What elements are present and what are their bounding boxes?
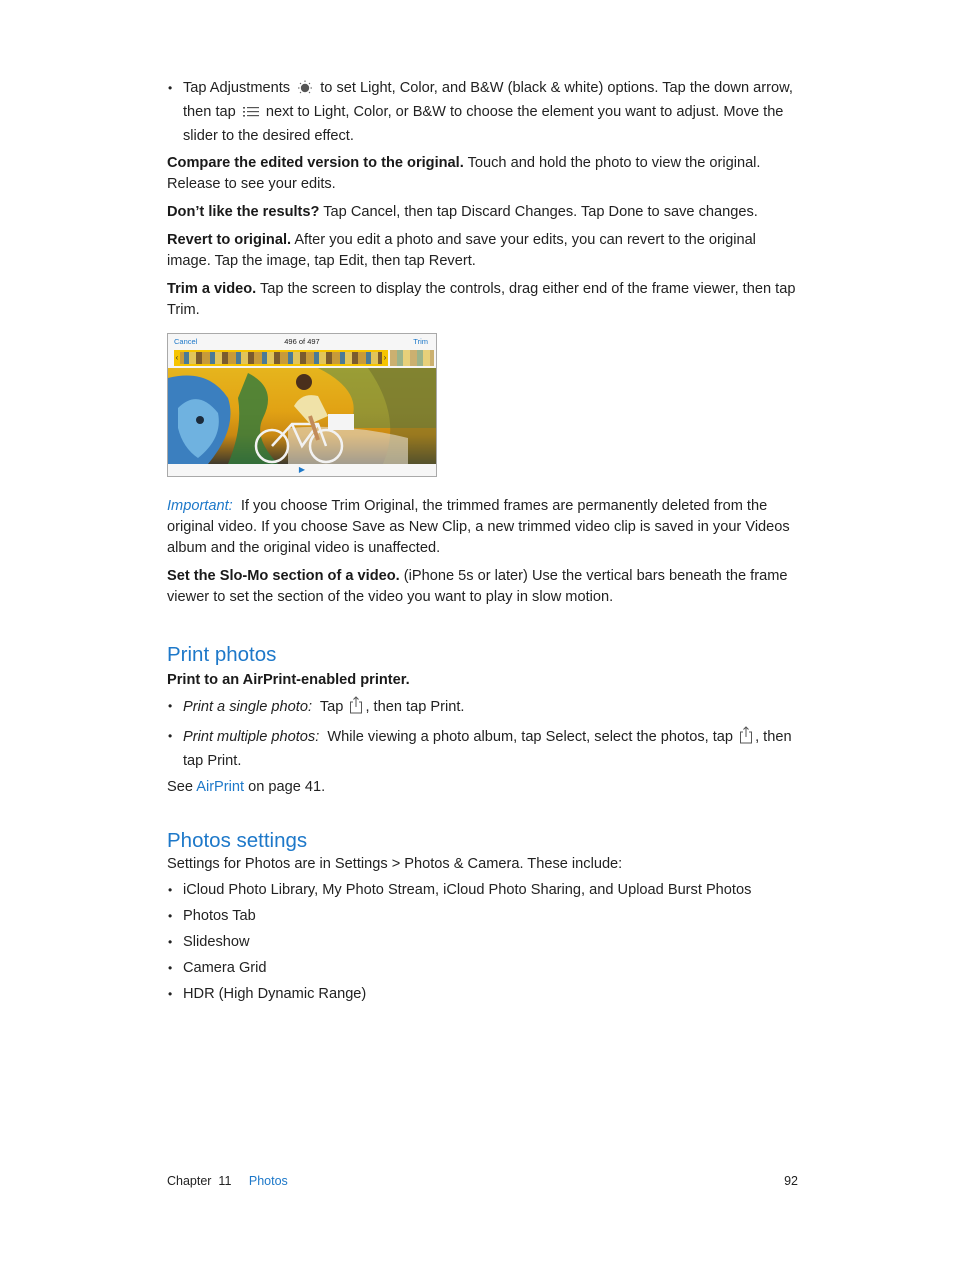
important-paragraph: Important: If you choose Trim Original, the trimmed frames are permanently deleted from the original video. If you choose Save as New Clip, a new trimmed video clip is saved in your Videos album and the original video is unaffected.: [167, 498, 790, 556]
cancel-button[interactable]: Cancel: [174, 337, 198, 346]
play-icon[interactable]: ▶: [298, 465, 306, 474]
settings-item: • iCloud Photo Library, My Photo Stream, iCloud Photo Sharing, and Upload Burst Photos: [167, 880, 797, 901]
compare-paragraph: Compare the edited version to the original. Touch and hold the photo to view the original. Release to see your edits.: [167, 155, 761, 192]
page-number: 92: [784, 1174, 798, 1188]
photos-settings-heading: Photos settings: [167, 829, 308, 852]
print-subhead: Print to an AirPrint-enabled printer.: [167, 672, 410, 688]
lower-content: [167, 496, 797, 1010]
adjust-text-2: to set Light, Color, and B&W (black & white) options. Tap the down arrow, then tap: [183, 80, 793, 120]
see-airprint: See AirPrint on page 41.: [167, 779, 326, 795]
settings-item: • Camera Grid: [167, 958, 797, 979]
airprint-link[interactable]: AirPrint: [196, 779, 245, 795]
share-icon: [739, 726, 753, 751]
trim-toolbar: [168, 334, 436, 350]
settings-item: • Photos Tab: [167, 906, 797, 927]
video-trim-figure: [167, 333, 437, 477]
settings-item: • Slideshow: [167, 932, 797, 953]
revert-paragraph: Revert to original. After you edit a photo and save your edits, you can revert to the original image. Tap the image, tap Edit, then tap Revert.: [167, 232, 756, 269]
print-photos-heading: Print photos: [167, 643, 277, 666]
footer-chapter: Chapter 11: [167, 1174, 232, 1188]
print-single-bullet: • Print a single photo: Tap , then tap Print.: [167, 696, 797, 721]
slomo-paragraph: Set the Slo-Mo section of a video. (iPhone 5s or later) Use the vertical bars beneath the frame viewer to set the section of the video you want to play in slow motion.: [167, 568, 788, 605]
right-trim-handle[interactable]: ›: [382, 350, 388, 366]
print-multiple-bullet: • Print multiple photos: While viewing a photo album, tap Select, select the photos, tap , then tap Print.: [167, 726, 797, 772]
adjust-text-3: next to Light, Color, or B&W to choose the element you want to adjust. Move the slider to the desired effect.: [183, 104, 784, 144]
adjustments-icon: [296, 79, 314, 102]
share-icon: [349, 696, 363, 721]
settings-item: • HDR (High Dynamic Range): [167, 984, 797, 1005]
settings-intro: Settings for Photos are in Settings > Photos & Camera. These include:: [167, 856, 623, 872]
adjustments-bullet: [167, 78, 797, 147]
frame-viewer-untrimmed: [390, 350, 434, 366]
list-icon: [242, 105, 260, 126]
dislike-paragraph: Don’t like the results? Tap Cancel, then tap Discard Changes. Tap Done to save changes.: [167, 204, 758, 220]
frame-count: 496 of 497: [284, 337, 320, 346]
left-trim-handle[interactable]: ‹: [174, 350, 180, 366]
video-frame-image: [168, 368, 436, 464]
trim-button[interactable]: Trim: [413, 337, 428, 346]
footer-section-link[interactable]: Photos: [248, 1174, 288, 1188]
trim-paragraph: Trim a video. Tap the screen to display the controls, drag either end of the frame viewer, then tap Trim.: [167, 281, 796, 318]
frame-viewer[interactable]: [174, 350, 388, 366]
graffiti-cyclist-illustration: [168, 368, 436, 464]
adjust-text-1: Tap Adjustments: [183, 80, 291, 96]
page-content: [167, 78, 797, 328]
page-footer: [167, 1174, 798, 1188]
